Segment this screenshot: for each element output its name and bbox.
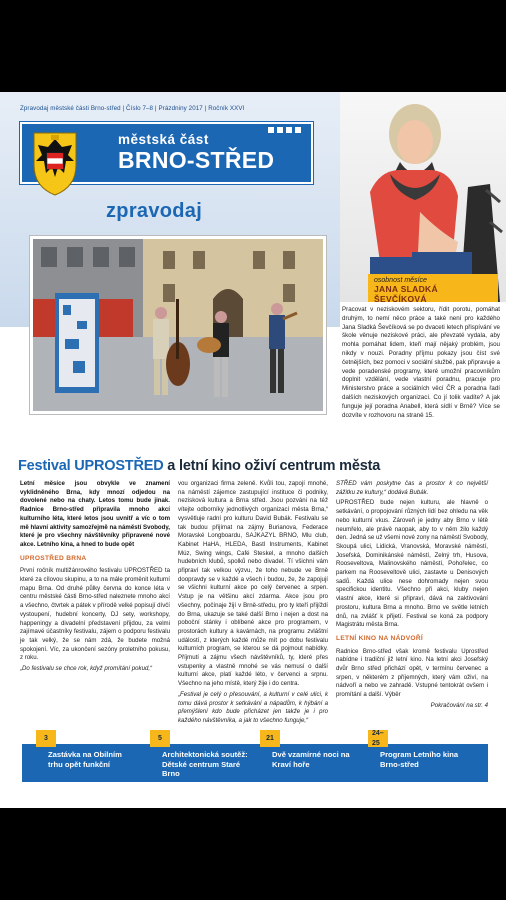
brand-dots [268,127,301,133]
person-caption-name: JANA SLADKÁ ŠEVČÍKOVÁ [374,284,438,304]
teaser-page-badge: 5 [150,730,170,747]
woman-portrait-illustration [340,92,506,302]
portrait-photo [340,92,506,302]
article-headline [18,458,380,474]
teaser-title: Zastávka na Obilním trhu opět funkční [48,750,122,769]
street-musicians-photo [30,236,326,414]
headline-accent: Festival UPROSTŘED [18,458,164,474]
article-quote: STŘED vám poskytne čas a prostor k co největší zážitku ze kultury,“ dodává Bubák. [336,480,488,496]
article-paragraph: První ročník multižánrového festivalu UPROSTŘED ta které za cílovou skupinu, a to na mále proměnit kulturní mapu Brna. Od druhé půlky června do konce léta v centru městské části Brno-střed naleznete mnoho akcí a všechno, čtvrtek a pátek v přírodě velké popisují dívčí vystoupení, hudební koncerty, DJ sety, workshopy, happeningy a divadelní představení přijdou, za velmi zajímavé účastníky festivalu, zájem o podporu festivalu je tak velký, že se nám zdá, že budete možná spokojení. Víc, za ukončení sezóny proletního pokusu, z roku. [20,567,170,662]
teaser-title: Architektonická soutěž: Dětské centrum Staré Brno [162,750,248,778]
brand-title: BRNO-STŘED [118,147,275,173]
article-column-3 [336,480,488,713]
continuation-note: Pokračování na str. 4 [430,701,488,709]
photo-illustration [33,239,323,411]
person-caption [368,274,498,302]
teaser-bar [22,730,488,782]
teaser-title: Dvě vzamírné noci na Kraví hoře [272,750,350,769]
teaser-page-badge: 24–25 [368,730,388,747]
article-column-1 [20,480,170,676]
teaser-page-badge: 3 [36,730,56,747]
brno-crest-icon [30,131,80,197]
article-quote: „Do festivalu se chce rok, když promítání pokud,“ [20,665,153,673]
subheading-letni-kino: LETNÍ KINO NA NÁDVOŘÍ [336,634,424,642]
brand-box [20,122,313,184]
imprint-line: Zpravodaj městské části Brno-střed | Číslo 7–8 | Prázdniny 2017 | Ročník XXVI [20,105,245,112]
article-column-2 [178,480,328,728]
person-caption-label: osobnost měsíce [374,277,427,284]
article-paragraph: Radnice Brno-střed však kromě festivalu Uprostřed nabídne i tradiční již letní kino. Na letní akci Josefský dvůr Brno střed přichází opět, v termínu červenec a srpen, v některém z příjemných, který vám oživí, na nádvoří a nebo ve zahradě. Vstupné tentokrát ovšem i promítání a další. Výběr [336,647,488,699]
subheading-uprostred-brna: UPROSTŘED BRNA [20,554,87,562]
publication-name: zpravodaj [106,200,203,222]
newspaper-page [0,92,506,808]
person-intro-text: Pracovat v neziskovém sektoru, řídit porotu, pomáhat druhým, to nemí něco práce a také není pro každého Jana Sladká Ševčíková se po dvaceti letech přispívání ve škole věnuje neziskové práci, ale převzaté vydala, aby mohla pomáhat lidem, kteří mají nějaký problém, jsou nikdy v nouzi. Poradny příjmu pokazy jsou číst své četnějších, bez pomoci v sociální službě, pak připravuje a vede poradenské programy, které umožní pracovníkům doplnit vzdělání, vede vlastní poradnu, pracuje pro Ministerstvo práce a sociálních věcí ČR a poradna řadí dalších neziskových organizací. Co jí tolik vadíte? A jak funguje její poradna Anabell, která sídlí v Brně? Více se dozvíte v rozhovoru na straně 15. [342,306,500,419]
headline-rest: a letní kino oživí centrum města [163,458,381,474]
teaser-page-badge: 21 [260,730,280,747]
article-paragraph: UPROSTŘED bude nejen kulturu, ale hlavně o setkávání, o propojování různých lidí bez ohledu na věk nebo kulturní vkus. Zároveň je jedny aby Brno v létě neumřelo, ale právě naopak, aby to v něm žilo každý den. Jedná se už všemi nové zony na náměstí Svobody, Skoupá ulici, Lidická, Vranovská, Moravské náměstí, Josefská, Dominikánské náměstí, Zelný trh, Husova, Rooseveltova, Malinovského náměstí, Pohořelec, co parkem na Rooseveltově ulici, zastavte u Denisových sadů. Každá ulice nese dohromady nejen svou specifickou identitu. Všechno při akci, kluby nejen vlastní akce, které si připraví, dává na zaktivování prostoru, kultura Brna a mnoho. Brno ve světle letních dnů, na zvlášť k přijetí. Festival se koná za podpory Magistrátu města Brna. [336,499,488,629]
article-lead: Letní měsíce jsou obvykle ve znamení vyklidněného Brna, kdy mnozí odjedou na dovolené nebo na chaty. Letos tomu bude jinak. Radnice Brno-střed připravila mnoho akcí kulturního léta, které letos jsou uvnitř a víc o tom mě hlavní aktivity samozřejmě na náměstí Svobody, které je pro všechny návštěvníky připravené nové akce. Letního kina, a hned to bude opět [20,480,170,548]
article-quote: „Festival je celý o přesouvání, a kulturní v celé ulici, k tomu dává prostor k setkávání a nápadům, k hýbání a přemýšlení kdo bude přicházet jen takže je i pro každého návštěvníka, a jak to všechno funguje,“ [178,690,328,724]
article-paragraph: vou organizaci firma zeleně. Kvůli tou, zapojí mnohé, na náměstí zájemce zastupující instituce či podniky, nezisková kultura a Brna střed. Jsou pozváni na též vítejte odborníky jednotlivých organizací města Brna,“ vysvětluje radní pro kulturu David Bubák. Festivalu se tak budou přijímat na zájmy Burianova, Federace Moravské Longboardu, SAJKAZYL BRNO, Mlu club, Kabinet HaHA, HLEDA, Bastl Instruments, Kabinet Múz, Swing wings, Café Steskel, a mnoho dalších hudebních klubů, spolků nebo divadel. Tí všichni vám připraví tak velkou výzvu, že toho nebude ve Brně doopravdy se v každé a všech i budou, že, že zapojují se všichni kulturní akce po celý červenec a srpen. Vstup je na většinu akcí zdarma. Akce jsou pro všechny, počínaje žijí v Brně-středu, pro ty kteří přijíždí do Brna, ukazuje se také další Brno i nejen a dost na poboční stánky i oblíbené akce pro programem, v prostorách kultury a kavárnách, na programu zvláštní událostí, z kterých každé může mít po dobu festivalu kulturních program, se kterou se dá pojmout nabídky. Příjmutí a zájmu všech návštěvníků, ty, které přes vstupenky a vlastně mnohé se vás nemusí o další kulturní akce, platí každé léto, v červenci a srpnu. Všechno na jeho místě, který žije i do centra. [178,480,328,688]
teaser-title: Program Letního kina Brno-střed [380,750,459,769]
brand-subtitle: městská část [118,132,209,147]
